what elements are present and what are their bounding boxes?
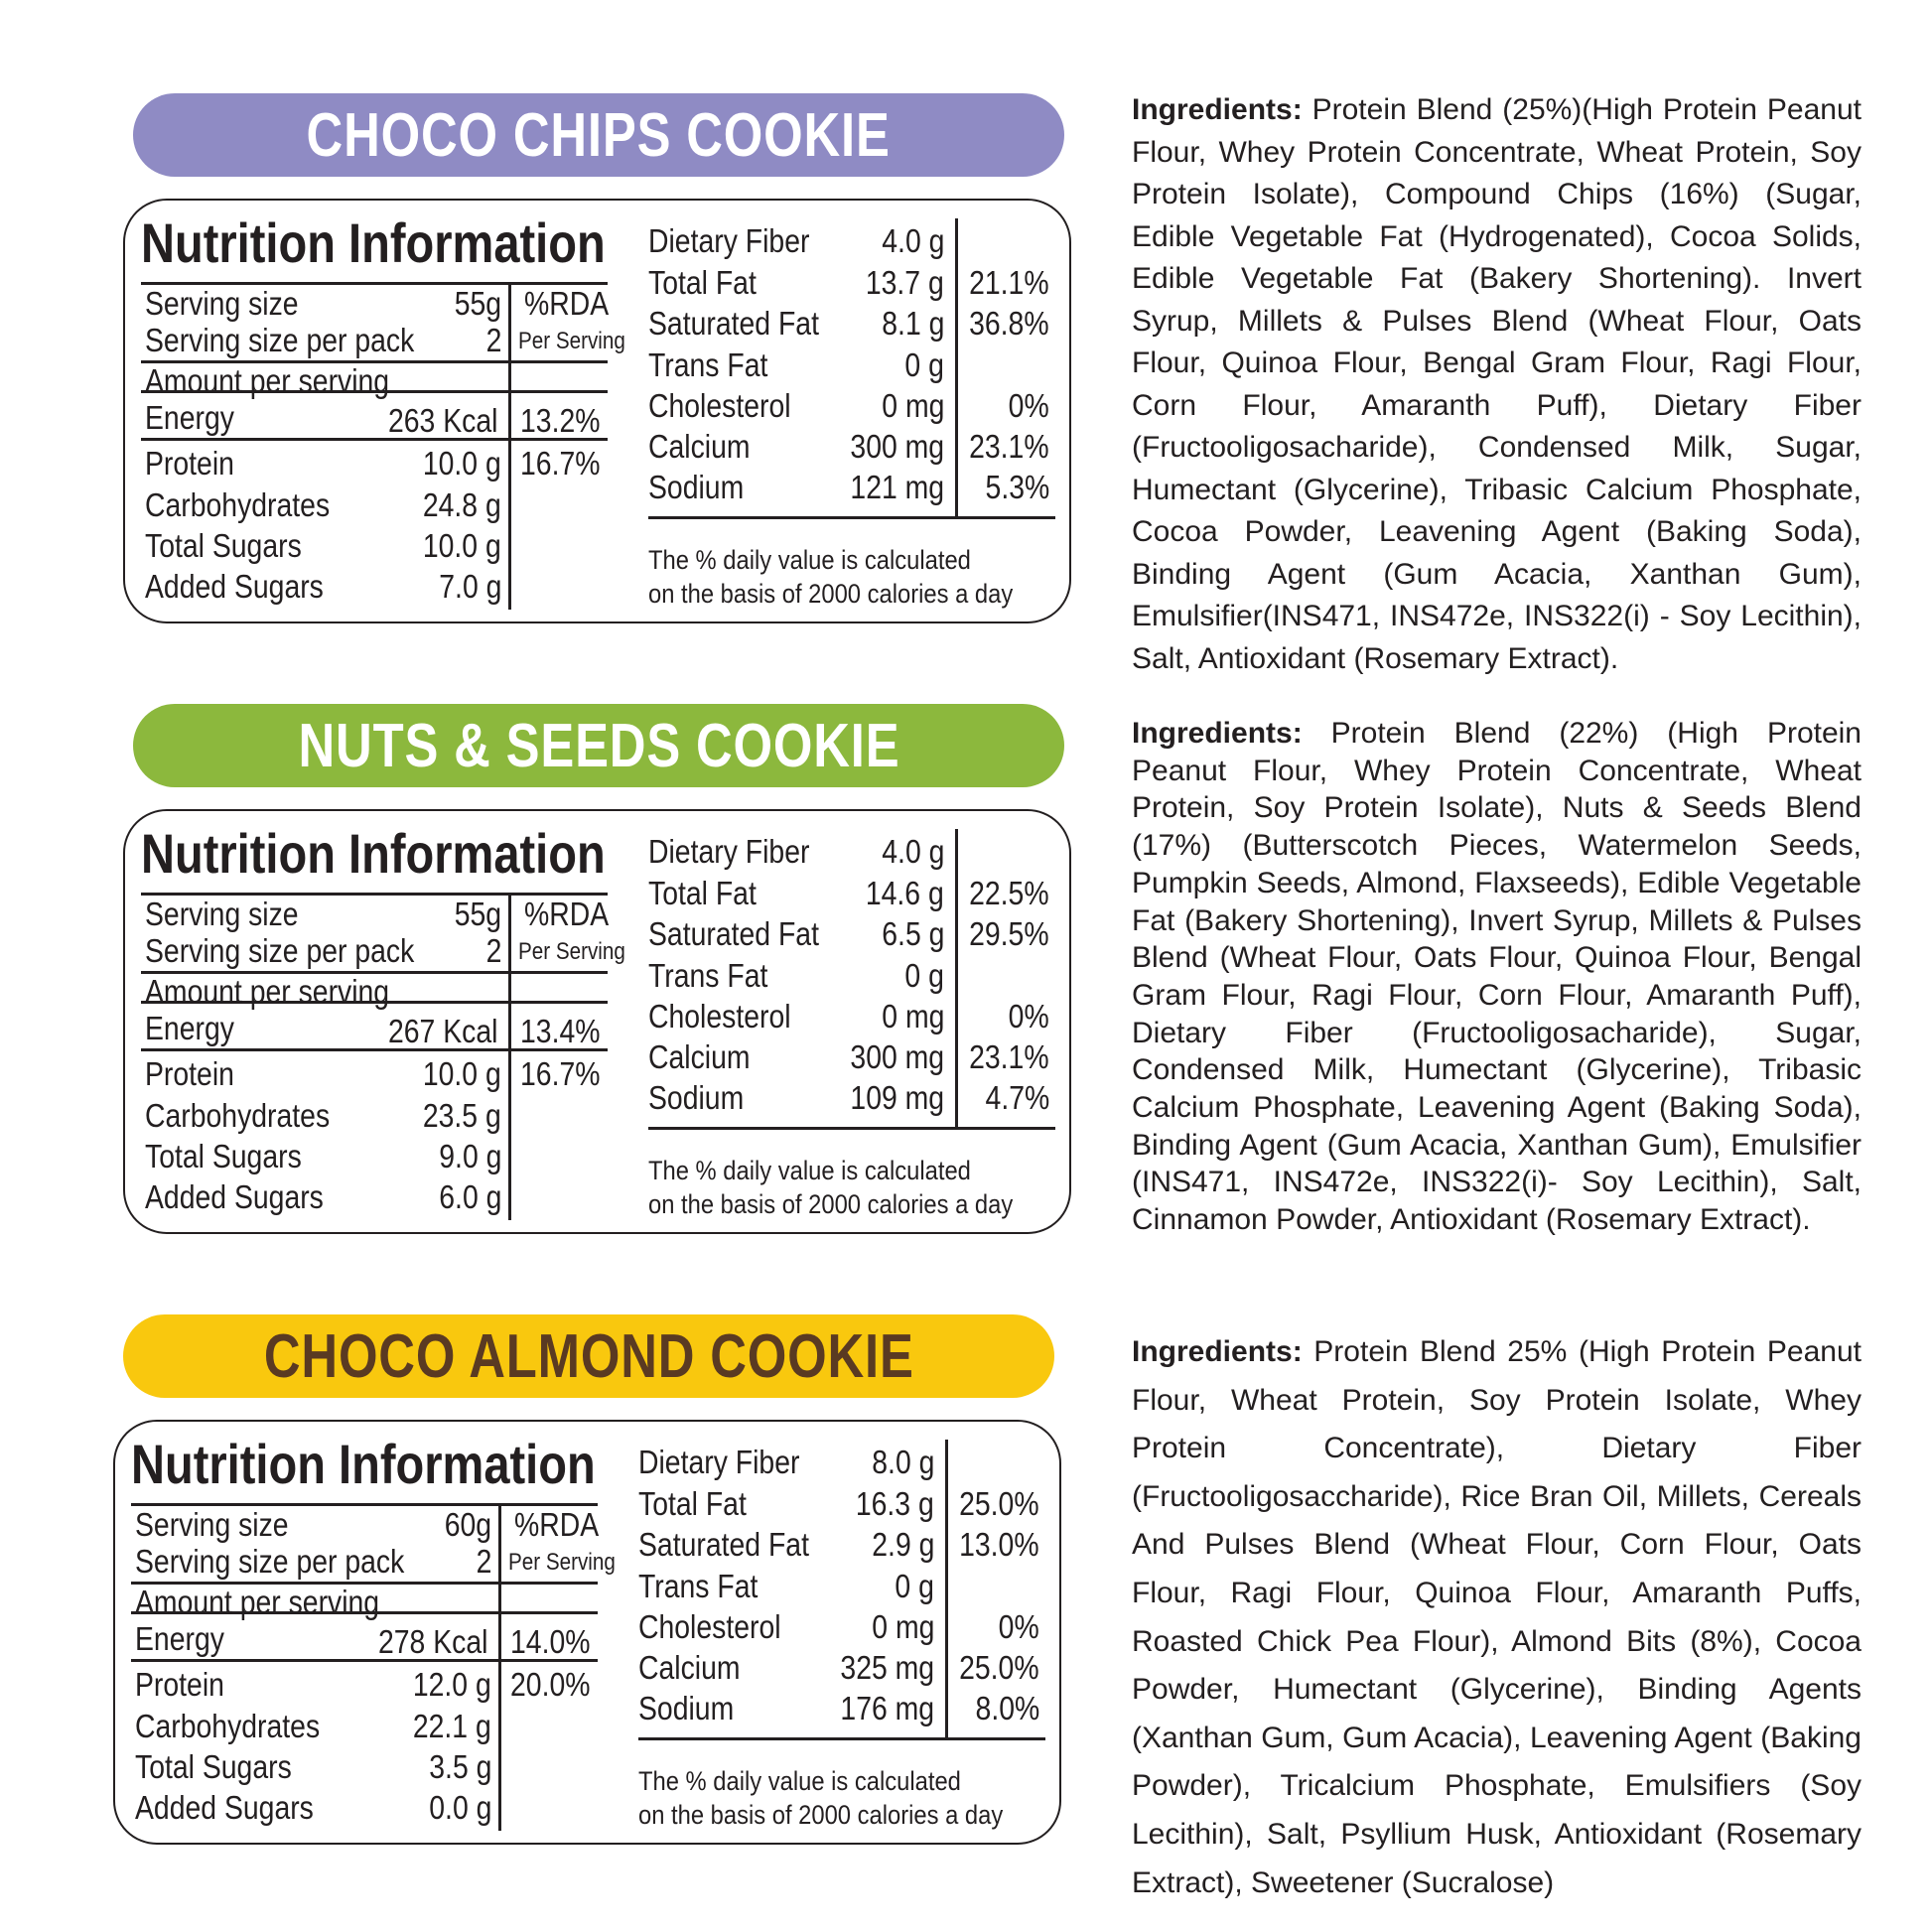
calcium-value: 300 mg [850,428,944,465]
saturated-fat-value: 2.9 g [871,1526,934,1563]
energy-value: 263 Kcal [387,402,497,439]
ingredients-list: Protein Blend 25% (High Protein Peanut Flour, Wheat Protein, Soy Protein Isolate, Whey Protein Concentrate), Dietary Fiber (Fructooligosaccharide), Rice Bran Oil, Millets, Cereals And Pulses Blend (Wheat Flour, Corn Flour, Oats Flour, Ragi Flour, Quinoa Flour, Amaranth Puffs, Roasted Chick Pea Flour), Almond Bits (8%), Cocoa Powder, Humectant (Glycerine), Binding Agents (Xanthan Gum, Gum Acacia), Leavening Agent (Baking Powder), Tricalcium Phosphate, Emulsifiers (Soy Lecithin), Salt, Psyllium Husk, Antioxidant (Rosemary Extract), Sweetener (Sucralose) [1132,1335,1862,1899]
divider [508,893,511,1220]
nutrition-card [123,809,1071,1234]
total-fat-label: Total Fat [648,264,757,301]
product-name: CHOCO CHIPS COOKIE [306,100,892,170]
saturated-fat-value: 8.1 g [881,305,944,342]
rda-header: %RDA [524,285,610,322]
calcium-label: Calcium [648,1038,751,1075]
dietary-fiber-label: Dietary Fiber [638,1444,800,1480]
added-sugars-value: 6.0 g [438,1178,501,1215]
serving-per-pack-value: 2 [485,322,501,358]
total-fat-rda: 22.5% [969,875,1049,911]
sodium-label: Sodium [648,1079,745,1116]
cholesterol-value: 0 mg [871,1608,934,1645]
calcium-value: 300 mg [850,1038,944,1075]
serving-per-pack-label: Serving size per pack [135,1543,405,1580]
added-sugars-label: Added Sugars [135,1789,314,1826]
serving-size-label: Serving size [145,896,299,932]
nutrition-card [113,1420,1061,1845]
sodium-label: Sodium [638,1690,735,1726]
calcium-rda: 23.1% [969,1038,1049,1075]
ingredients-text [1132,89,1862,680]
nutrition-title: Nutrition Information [141,211,606,274]
sodium-rda: 8.0% [975,1690,1039,1726]
dietary-fiber-value: 4.0 g [881,833,944,870]
ingredients-text [1132,1328,1862,1907]
serving-size-value: 55g [454,285,501,322]
serving-size-value: 60g [444,1506,491,1543]
total-fat-label: Total Fat [648,875,757,911]
protein-rda: 16.7% [520,1055,601,1092]
added-sugars-value: 7.0 g [438,568,501,605]
divider [638,1737,1045,1740]
divider [955,218,958,516]
total-sugars-label: Total Sugars [135,1748,292,1785]
product-name: CHOCO ALMOND COOKIE [263,1321,914,1391]
added-sugars-label: Added Sugars [145,1178,324,1215]
daily-value-note-line1: The % daily value is calculated [648,1156,971,1185]
total-sugars-label: Total Sugars [145,527,302,564]
dietary-fiber-value: 4.0 g [881,222,944,259]
protein-value: 10.0 g [423,445,501,482]
calcium-label: Calcium [648,428,751,465]
serving-size-value: 55g [454,896,501,932]
total-fat-rda: 21.1% [969,264,1049,301]
total-sugars-label: Total Sugars [145,1138,302,1174]
total-sugars-value: 10.0 g [423,527,501,564]
ingredients-list: Protein Blend (22%) (High Protein Peanut Flour, Whey Protein Concentrate, Wheat Protein, Soy Protein Isolate), Nuts & Seeds Blend (17%) (Butterscotch Pieces, Watermelon Seeds, Pumpkin Seeds, Almond, Flaxseeds), Edible Vegetable Fat (Bakery Shortening), Invert Syrup, Millets & Pulses Blend (Wheat Flour, Oats Flour, Quinoa Flour, Bengal Gram Flour, Ragi Flour, Corn Flour, Amaranth Puff), Dietary Fiber (Fructooligosacharide), Sugar, Condensed Milk, Humectant (Glycerine), Tribasic Calcium Phosphate, Leavening Agent (Baking Soda), Binding Agent (Gum Acacia, Xanthan Gum), Emulsifier (INS471, INS472e, INS322(i)- Soy Lecithin), Salt, Cinnamon Powder, Antioxidant (Rosemary Extract). [1132,717,1862,1237]
protein-label: Protein [145,1055,234,1092]
energy-rda: 14.0% [510,1623,591,1660]
per-serving-header: Per Serving [508,1549,616,1576]
serving-per-pack-value: 2 [485,932,501,969]
calcium-label: Calcium [638,1649,741,1686]
ingredients-text [1132,715,1862,1239]
saturated-fat-label: Saturated Fat [648,915,819,952]
trans-fat-label: Trans Fat [648,957,768,994]
cholesterol-label: Cholesterol [648,387,791,424]
total-fat-value: 13.7 g [866,264,944,301]
dietary-fiber-label: Dietary Fiber [648,222,810,259]
trans-fat-label: Trans Fat [638,1568,759,1604]
total-fat-value: 14.6 g [866,875,944,911]
divider [648,516,1055,519]
divider [508,282,511,610]
daily-value-note-line2: on the basis of 2000 calories a day [648,1189,1014,1219]
saturated-fat-rda: 36.8% [969,305,1049,342]
trans-fat-value: 0 g [904,957,944,994]
serving-per-pack-value: 2 [476,1543,491,1580]
product-banner [123,1314,1054,1398]
daily-value-note-line1: The % daily value is calculated [638,1766,961,1796]
energy-value: 267 Kcal [387,1013,497,1049]
daily-value-note-line2: on the basis of 2000 calories a day [638,1800,1004,1830]
product-section [0,700,1932,1315]
dietary-fiber-label: Dietary Fiber [648,833,810,870]
sodium-value: 121 mg [850,469,944,505]
dietary-fiber-value: 8.0 g [871,1444,934,1480]
saturated-fat-rda: 29.5% [969,915,1049,952]
divider [955,829,958,1127]
amount-per-serving-label: Amount per serving [135,1584,380,1620]
saturated-fat-rda: 13.0% [959,1526,1039,1563]
saturated-fat-value: 6.5 g [881,915,944,952]
product-banner [133,704,1064,787]
nutrition-card [123,199,1071,623]
calcium-value: 325 mg [840,1649,934,1686]
carbohydrates-value: 24.8 g [423,486,501,523]
cholesterol-label: Cholesterol [648,998,791,1035]
product-banner [133,93,1064,177]
trans-fat-value: 0 g [904,346,944,383]
energy-rda: 13.2% [520,402,601,439]
calcium-rda: 25.0% [959,1649,1039,1686]
rda-header: %RDA [524,896,610,932]
divider [498,1503,501,1831]
serving-per-pack-label: Serving size per pack [145,322,415,358]
cholesterol-rda: 0% [998,1608,1039,1645]
protein-rda: 20.0% [510,1666,591,1703]
trans-fat-value: 0 g [895,1568,934,1604]
amount-per-serving-label: Amount per serving [145,362,390,399]
ingredients-list: Protein Blend (25%)(High Protein Peanut Flour, Whey Protein Concentrate, Wheat Protein, Soy Protein Isolate), Compound Chips (16%) (Sugar, Edible Vegetable Fat (Hydrogenated), Cocoa Solids, Edible Vegetable Fat (Bakery Shortening). Invert Syrup, Millets & Pulses Blend (Wheat Flour, Oats Flour, Quinoa Flour, Bengal Gram Flour, Ragi Flour, Corn Flour, Amaranth Puff), Dietary Fiber (Fructooligosacharide), Condensed Milk, Sugar, Humectant (Glycerine), Tribasic Calcium Phosphate, Cocoa Powder, Leavening Agent (Baking Soda), Binding Agent (Gum Acacia, Xanthan Gum), Emulsifier(INS471, INS472e, INS322(i) - Soy Lecithin), Salt, Antioxidant (Rosemary Extract). [1132,93,1862,675]
energy-rda: 13.4% [520,1013,601,1049]
total-fat-value: 16.3 g [856,1485,934,1522]
sodium-value: 176 mg [840,1690,934,1726]
protein-label: Protein [135,1666,224,1703]
carbohydrates-label: Carbohydrates [145,1097,331,1134]
rda-header: %RDA [514,1506,600,1543]
carbohydrates-label: Carbohydrates [145,486,331,523]
added-sugars-label: Added Sugars [145,568,324,605]
product-section [0,89,1932,705]
carbohydrates-value: 22.1 g [413,1708,491,1744]
cholesterol-value: 0 mg [881,387,944,424]
energy-label: Energy [135,1620,224,1657]
saturated-fat-label: Saturated Fat [638,1526,809,1563]
product-name: NUTS & SEEDS COOKIE [298,711,899,780]
nutrition-title: Nutrition Information [141,822,606,885]
protein-label: Protein [145,445,234,482]
per-serving-header: Per Serving [518,938,625,965]
protein-value: 10.0 g [423,1055,501,1092]
divider [945,1440,948,1737]
sodium-value: 109 mg [850,1079,944,1116]
saturated-fat-label: Saturated Fat [648,305,819,342]
total-fat-rda: 25.0% [959,1485,1039,1522]
serving-size-label: Serving size [135,1506,289,1543]
daily-value-note-line2: on the basis of 2000 calories a day [648,579,1014,609]
serving-per-pack-label: Serving size per pack [145,932,415,969]
energy-value: 278 Kcal [377,1623,487,1660]
serving-size-label: Serving size [145,285,299,322]
calcium-rda: 23.1% [969,428,1049,465]
total-sugars-value: 3.5 g [428,1748,491,1785]
protein-value: 12.0 g [413,1666,491,1703]
cholesterol-rda: 0% [1008,387,1049,424]
total-sugars-value: 9.0 g [438,1138,501,1174]
ingredients-label: Ingredients: [1132,1335,1303,1368]
ingredients-label: Ingredients: [1132,93,1303,126]
added-sugars-value: 0.0 g [428,1789,491,1826]
energy-label: Energy [145,1010,234,1046]
per-serving-header: Per Serving [518,328,625,354]
sodium-rda: 4.7% [985,1079,1049,1116]
total-fat-label: Total Fat [638,1485,747,1522]
cholesterol-label: Cholesterol [638,1608,781,1645]
protein-rda: 16.7% [520,445,601,482]
carbohydrates-label: Carbohydrates [135,1708,321,1744]
ingredients-label: Ingredients: [1132,717,1303,750]
carbohydrates-value: 23.5 g [423,1097,501,1134]
sodium-label: Sodium [648,469,745,505]
trans-fat-label: Trans Fat [648,346,768,383]
daily-value-note-line1: The % daily value is calculated [648,545,971,575]
amount-per-serving-label: Amount per serving [145,973,390,1010]
cholesterol-value: 0 mg [881,998,944,1035]
sodium-rda: 5.3% [985,469,1049,505]
product-section [0,1311,1932,1926]
divider [648,1127,1055,1130]
nutrition-title: Nutrition Information [131,1433,596,1495]
energy-label: Energy [145,399,234,436]
cholesterol-rda: 0% [1008,998,1049,1035]
